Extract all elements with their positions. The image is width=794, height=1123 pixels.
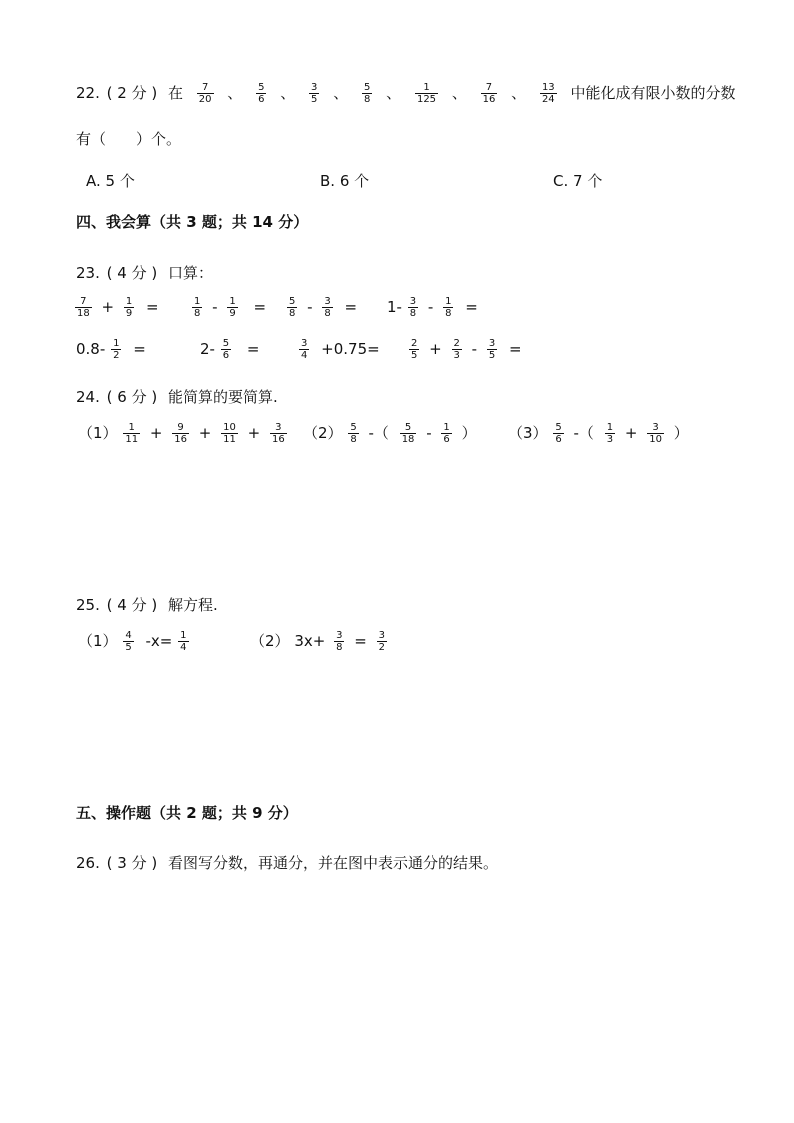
operator: + (198, 424, 212, 442)
q22-line1 (76, 82, 735, 105)
fraction: $\frac{2}{5}$ (411, 338, 418, 361)
q25-problem-1 (78, 630, 190, 653)
operator: - (307, 298, 313, 316)
equals-sign: = (246, 340, 260, 358)
q23-score: ( 4 分 ) (106, 264, 158, 282)
q22-separator: 、 (333, 84, 349, 102)
fraction: $\frac{1}{3}$ (606, 422, 614, 445)
q26-number: 26. (76, 854, 100, 872)
equals-sign: = (465, 298, 478, 316)
equals-sign: = (344, 298, 358, 316)
q22-option-a[interactable]: A. 5 个 (86, 172, 135, 190)
q22-separator: 、 (280, 84, 296, 102)
fraction: $\frac{7}{18}$ (77, 296, 90, 319)
q23-text: 口算： (167, 264, 213, 282)
equals-sign: = (354, 632, 367, 650)
q22-separator: 、 (451, 84, 467, 102)
equals-sign: = (509, 340, 522, 358)
q24-problem-2 (303, 422, 477, 445)
operator: - (427, 298, 434, 316)
fraction: $\frac{5}{18}$ (401, 422, 415, 445)
fraction: $\frac{5}{8}$ (350, 422, 357, 445)
q24-problem-1 (78, 422, 288, 445)
fraction: $\frac{3}{8}$ (324, 296, 331, 319)
problem-number: （2） (303, 424, 343, 442)
number: +0.75= (321, 340, 380, 358)
q23-row2-expr-4 (408, 338, 522, 361)
q26-text: 看图写分数，再通分，并在图中表示通分的结果。 (167, 854, 498, 872)
q24-header (76, 386, 278, 407)
equation-text: 3x+ (294, 632, 326, 650)
q23-row1-expr-1 (74, 296, 159, 319)
problem-number: （3） (508, 424, 548, 442)
q23-row2-expr-1 (76, 338, 146, 361)
q22-fraction-1: $\frac{7}{20}$ (198, 82, 212, 105)
operator: + (624, 424, 638, 442)
q25-number: 25. (76, 596, 100, 614)
equals-sign: = (146, 298, 159, 316)
problem-number: （2） (250, 632, 290, 650)
open-paren: -（ (368, 424, 389, 442)
fraction: $\frac{3}{8}$ (409, 296, 417, 319)
fraction: $\frac{1}{4}$ (180, 630, 187, 653)
fraction: $\frac{10}{11}$ (223, 422, 236, 445)
q24-number: 24. (76, 388, 100, 406)
q26-score: ( 3 分 ) (106, 854, 158, 872)
q26-header (76, 852, 498, 873)
q23-row1-expr-4 (387, 296, 478, 319)
q23-header (76, 262, 213, 283)
close-paren: ） (673, 424, 689, 442)
section-4-heading: 四、我会算（共 3 题；共 14 分） (76, 213, 309, 231)
equals-sign: = (133, 340, 146, 358)
fraction: $\frac{1}{9}$ (125, 296, 133, 319)
q23-row2-expr-2 (200, 338, 259, 361)
fraction: $\frac{1}{9}$ (229, 296, 236, 319)
operator: + (429, 340, 442, 358)
q22-fraction-5: $\frac{1}{125}$ (416, 82, 437, 105)
operator: + (247, 424, 261, 442)
fraction: $\frac{3}{10}$ (649, 422, 662, 445)
number: 0.8- (76, 340, 106, 358)
fraction: $\frac{9}{16}$ (174, 422, 187, 445)
fraction: $\frac{5}{6}$ (222, 338, 230, 361)
q22-fraction-7: $\frac{13}{24}$ (541, 82, 555, 105)
q25-problem-2 (250, 630, 388, 653)
number: 1- (387, 298, 402, 316)
operator: - (471, 340, 478, 358)
fraction: $\frac{1}{6}$ (443, 422, 450, 445)
q22-separator: 、 (386, 84, 402, 102)
q22-prefix: 在 (167, 84, 183, 102)
q24-problem-3 (508, 422, 689, 445)
q25-text: 解方程. (167, 596, 218, 614)
operator: + (101, 298, 115, 316)
operator: + (149, 424, 163, 442)
q24-text: 能简算的要简算. (167, 388, 278, 406)
q22-fraction-3: $\frac{3}{5}$ (311, 82, 318, 105)
q23-number: 23. (76, 264, 100, 282)
fraction: $\frac{3}{8}$ (336, 630, 343, 653)
q22-fraction-2: $\frac{5}{6}$ (258, 82, 265, 105)
q22-option-c[interactable]: C. 7 个 (553, 172, 603, 190)
q22-score: ( 2 分 ) (106, 84, 158, 102)
fraction: $\frac{1}{11}$ (125, 422, 139, 445)
fraction: $\frac{3}{4}$ (301, 338, 308, 361)
close-paren: ） (461, 424, 477, 442)
fraction: $\frac{1}{8}$ (194, 296, 201, 319)
number: 2- (200, 340, 215, 358)
q22-fraction-6: $\frac{7}{16}$ (482, 82, 496, 105)
q25-header (76, 594, 218, 615)
q22-fraction-4: $\frac{5}{8}$ (364, 82, 371, 105)
fraction: $\frac{5}{8}$ (289, 296, 296, 319)
q22-suffix: 中能化成有限小数的分数 (570, 84, 736, 102)
operator: - (212, 298, 218, 316)
fraction: $\frac{4}{5}$ (125, 630, 132, 653)
fraction: $\frac{1}{8}$ (445, 296, 452, 319)
section-5-heading: 五、操作题（共 2 题；共 9 分） (76, 804, 298, 822)
q23-row1-expr-3 (286, 296, 357, 319)
fraction: $\frac{2}{3}$ (453, 338, 460, 361)
equation-text: -x= (145, 632, 173, 650)
fraction: $\frac{3}{16}$ (271, 422, 285, 445)
q22-option-b[interactable]: B. 6 个 (320, 172, 370, 190)
q22-number: 22. (76, 84, 100, 102)
fraction: $\frac{3}{5}$ (488, 338, 496, 361)
q22-separator: 、 (227, 84, 243, 102)
open-paren: -（ (573, 424, 594, 442)
q23-row2-expr-3 (298, 338, 380, 361)
operator: - (426, 424, 432, 442)
q22-line2: 有（ ）个。 (76, 130, 182, 148)
equals-sign: = (253, 298, 267, 316)
q24-score: ( 6 分 ) (106, 388, 158, 406)
q23-row1-expr-2 (191, 296, 266, 319)
fraction: $\frac{5}{6}$ (555, 422, 562, 445)
fraction: $\frac{1}{2}$ (113, 338, 120, 361)
problem-number: （1） (78, 632, 118, 650)
problem-number: （1） (78, 424, 118, 442)
q25-score: ( 4 分 ) (106, 596, 158, 614)
q22-separator: 、 (511, 84, 527, 102)
fraction: $\frac{3}{2}$ (378, 630, 385, 653)
